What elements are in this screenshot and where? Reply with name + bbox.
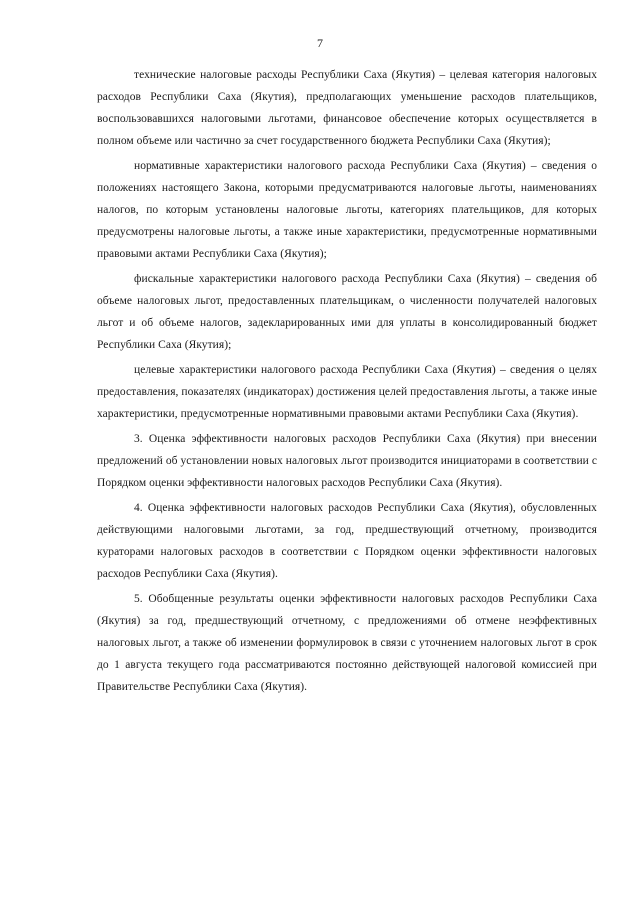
paragraph-item-4: 4. Оценка эффективности налоговых расходов Республики Саха (Якутия), обусловленных действующими налоговыми льготами, за год, предшествующий отчетному, производится кураторами налоговых расходов в соответствии с Порядком оценки эффективности налоговых расходов Республики Саха (Якутия).: [97, 502, 597, 580]
paragraph-normative-characteristics: нормативные характеристики налогового расхода Республики Саха (Якутия) – сведения о положениях настоящего Закона, которыми предусматриваются налоговые льготы, наименованиях налогов, по которым установлены налоговые льготы, категориях плательщиков, для которых предусмотрены налоговые льготы, а также иные характеристики, предусмотренные нормативными правовыми актами Республики Саха (Якутия);: [97, 160, 597, 260]
paragraph-target-characteristics: целевые характеристики налогового расхода Республики Саха (Якутия) – сведения о целях предоставления, показателях (индикаторах) достижения целей предоставления льготы, а также иные характеристики, предусмотренные нормативными правовыми актами Республики Саха (Якутия).: [97, 364, 597, 420]
paragraph-item-5: 5. Обобщенные результаты оценки эффективности налоговых расходов Республики Саха (Якутия) за год, предшествующий отчетному, с предложениями об отмене неэффективных налоговых льгот, а также об изменении формулировок в связи с уточнением налоговых льгот в срок до 1 августа текущего года рассматриваются постоянно действующей налоговой комиссией при Правительстве Республики Саха (Якутия).: [97, 593, 597, 693]
document-body: [97, 64, 597, 701]
page-number: 7: [317, 36, 323, 50]
paragraph-technical-tax-expenditures: технические налоговые расходы Республики Саха (Якутия) – целевая категория налоговых расходов Республики Саха (Якутия), предполагающих уменьшение расходов плательщиков, воспользовавшихся налоговыми льготами, финансовое обеспечение которых осуществляется в полном объеме или частично за счет государственного бюджета Республики Саха (Якутия);: [97, 69, 597, 147]
paragraph-fiscal-characteristics: фискальные характеристики налогового расхода Республики Саха (Якутия) – сведения об объеме налоговых льгот, предоставленных плательщикам, о численности получателей налоговых льгот и об объеме налогов, задекларированных ими для уплаты в консолидированный бюджет Республики Саха (Якутия);: [97, 273, 597, 351]
paragraph-item-3: 3. Оценка эффективности налоговых расходов Республики Саха (Якутия) при внесении предложений об установлении новых налоговых льгот производится инициаторами в соответствии с Порядком оценки эффективности налоговых расходов Республики Саха (Якутия).: [97, 433, 597, 489]
